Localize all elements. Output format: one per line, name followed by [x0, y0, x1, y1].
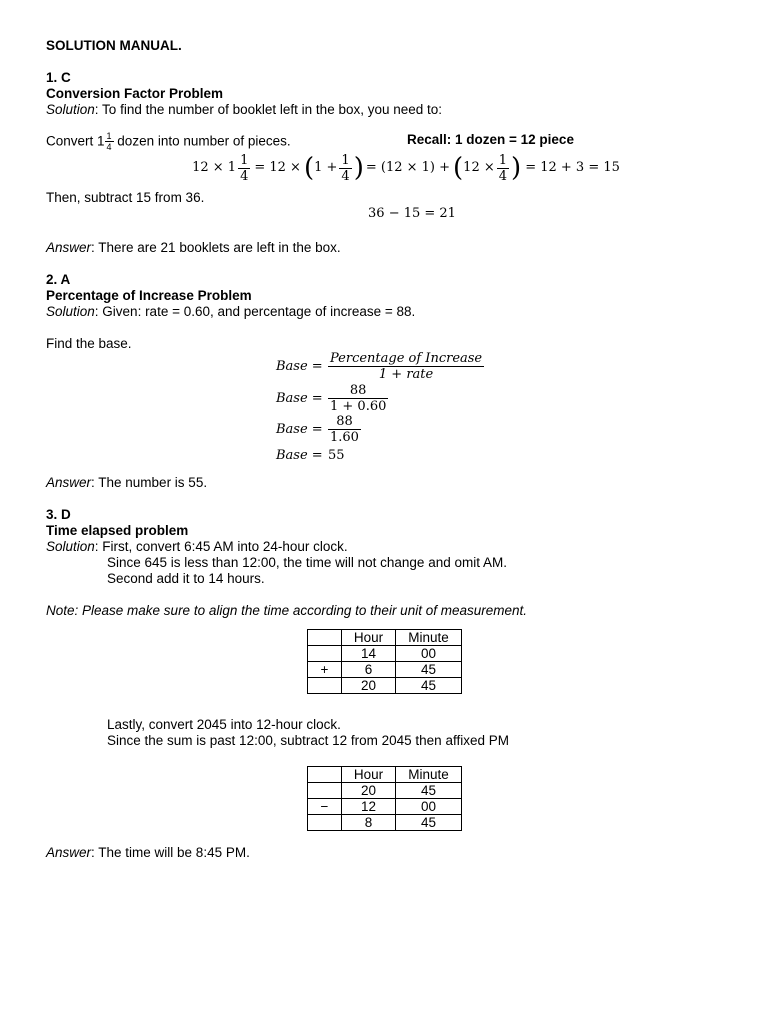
table-header-row: [308, 767, 462, 783]
q2-title: Percentage of Increase Problem: [46, 288, 252, 303]
eq-fraction-2: [339, 154, 351, 183]
base-final-value: 55: [328, 448, 345, 463]
base-label-2: Base =: [276, 390, 323, 406]
table-cell: 20: [342, 678, 396, 694]
eq-term-e: 12 ×: [463, 160, 495, 175]
eq-term-f: = 12 + 3 = 15: [525, 160, 620, 175]
eq-frac2-num: 1: [341, 152, 350, 168]
q1-convert-text: [46, 132, 291, 152]
q1-title: Conversion Factor Problem: [46, 86, 224, 101]
eq-frac2-den: 4: [341, 168, 350, 184]
eq-fraction-1: [238, 154, 250, 183]
base-f1-den: 1 + rate: [378, 367, 434, 382]
base-fraction-2: [328, 384, 388, 413]
base-f1-num: Percentage of Increase: [330, 351, 483, 366]
q1-convert-row: [46, 130, 726, 150]
eq-paren-open-2: (: [453, 153, 464, 183]
eq-term-c: 1 +: [314, 160, 338, 175]
q2-solution-line: [46, 304, 726, 320]
q2-solution-text: : Given: rate = 0.60, and percentage of increase = 88.: [94, 304, 416, 319]
table-cell: [308, 646, 342, 662]
addition-table: [307, 629, 462, 694]
q2-solution-label: Solution: [46, 304, 95, 319]
q1-subtract-equation: 36 − 15 = 21: [368, 206, 456, 221]
base-f2-den: 1 + 0.60: [330, 399, 387, 414]
q3-answer-key: 3. D: [46, 507, 71, 522]
q1-solution-line: [46, 102, 726, 118]
table-cell: 45: [396, 815, 462, 831]
eq-frac1-den: 4: [240, 168, 249, 184]
table-cell: [308, 767, 342, 783]
eq-paren-close-2: ): [511, 153, 522, 183]
q3-title: Time elapsed problem: [46, 523, 189, 538]
q3-solution-line: [46, 539, 726, 555]
table-cell: 45: [396, 783, 462, 799]
base-step-2: [276, 384, 388, 413]
table-cell: Hour: [342, 767, 396, 783]
base-label-1: Base =: [276, 358, 323, 374]
table-cell: Minute: [396, 767, 462, 783]
table-row: [308, 799, 462, 815]
base-label-4: Base =: [276, 448, 323, 463]
q1-answer-text: : There are 21 booklets are left in the box.: [91, 240, 341, 255]
eq-frac1-num: 1: [240, 152, 249, 168]
base-f3-num: 88: [328, 415, 361, 430]
q1-answer-label: Answer: [46, 240, 92, 255]
base-fraction-3: [328, 415, 361, 444]
q3-answer-text: : The time will be 8:45 PM.: [91, 845, 250, 860]
subtraction-table: [307, 766, 462, 831]
q1-solution-text: : To find the number of booklet left in the box, you need to:: [94, 102, 443, 117]
q3-step2: Second add it to 14 hours.: [107, 571, 265, 586]
table-cell: 6: [342, 662, 396, 678]
eq-term-b: = 12 ×: [254, 160, 301, 175]
table-cell: [308, 815, 342, 831]
table-cell: 00: [396, 646, 462, 662]
q2-answer-line: [46, 475, 726, 491]
table-cell: 12: [342, 799, 396, 815]
q3-step1b: Since 645 is less than 12:00, the time will not change and omit AM.: [107, 555, 507, 570]
eq-term-d: = (12 × 1) +: [365, 160, 451, 175]
q1-convert-frac-den: 4: [106, 142, 112, 152]
manual-title: SOLUTION MANUAL.: [46, 38, 182, 53]
eq-frac3-num: 1: [498, 152, 508, 168]
q2-find-text: Find the base.: [46, 336, 132, 351]
eq-paren-open-1: (: [303, 153, 315, 183]
q3-step3b: Since the sum is past 12:00, subtract 12 from 2045 then affixed PM: [107, 733, 509, 748]
table-cell: Minute: [396, 630, 462, 646]
q3-answer-line: [46, 845, 726, 861]
solution-manual-page: [46, 38, 726, 861]
table-row: [308, 646, 462, 662]
table-row: [308, 662, 462, 678]
q3-answer-label: Answer: [46, 845, 92, 860]
q1-conversion-equation: [46, 150, 726, 186]
q2-answer-label: Answer: [46, 475, 92, 490]
q2-base-derivation: [276, 352, 726, 466]
table-cell: Hour: [342, 630, 396, 646]
eq-fraction-3: [497, 154, 509, 183]
q1-answer-key: 1. C: [46, 70, 71, 85]
table-cell: 00: [396, 799, 462, 815]
eq-paren-close-1: ): [353, 153, 364, 183]
q3-solution-label: Solution: [46, 539, 95, 554]
table-cell: [308, 783, 342, 799]
table-cell: 8: [342, 815, 396, 831]
q1-solution-label: Solution: [46, 102, 95, 117]
base-fraction-1: [328, 352, 484, 381]
table-row: [308, 678, 462, 694]
table-cell: [308, 630, 342, 646]
table-cell: 20: [342, 783, 396, 799]
eq-term-a: 12 × 1: [192, 160, 237, 175]
q2-answer-text: : The number is 55.: [91, 475, 208, 490]
q1-convert-fraction: [105, 132, 114, 152]
operator-cell: +: [308, 662, 342, 678]
q1-convert-prefix: Convert 1: [46, 133, 105, 149]
table-cell: [308, 678, 342, 694]
q1-convert-suffix: dozen into number of pieces.: [113, 133, 291, 149]
q2-answer-key: 2. A: [46, 272, 71, 287]
table-cell: 45: [396, 678, 462, 694]
table-header-row: [308, 630, 462, 646]
base-step-1: [276, 352, 484, 381]
table-row: [308, 815, 462, 831]
q3-step3a: Lastly, convert 2045 into 12-hour clock.: [107, 717, 341, 732]
q3-solution-text: : First, convert 6:45 AM into 24-hour clock.: [94, 539, 348, 554]
q1-recall-note: Recall: 1 dozen = 12 piece: [407, 132, 574, 147]
q1-answer-line: [46, 240, 726, 256]
q1-subtract-text: Then, subtract 15 from 36.: [46, 190, 205, 205]
base-f2-num: 88: [328, 384, 388, 399]
table-row: [308, 783, 462, 799]
base-label-3: Base =: [276, 421, 323, 437]
table-cell: 45: [396, 662, 462, 678]
base-step-4: [276, 448, 345, 464]
operator-cell: −: [308, 799, 342, 815]
table-cell: 14: [342, 646, 396, 662]
q1-convert-frac-num: 1: [106, 131, 112, 141]
base-f3-den: 1.60: [330, 430, 359, 445]
q3-note: Note: Please make sure to align the time according to their unit of measurement.: [46, 603, 527, 618]
base-step-3: [276, 415, 361, 444]
eq-frac3-den: 4: [498, 168, 508, 184]
